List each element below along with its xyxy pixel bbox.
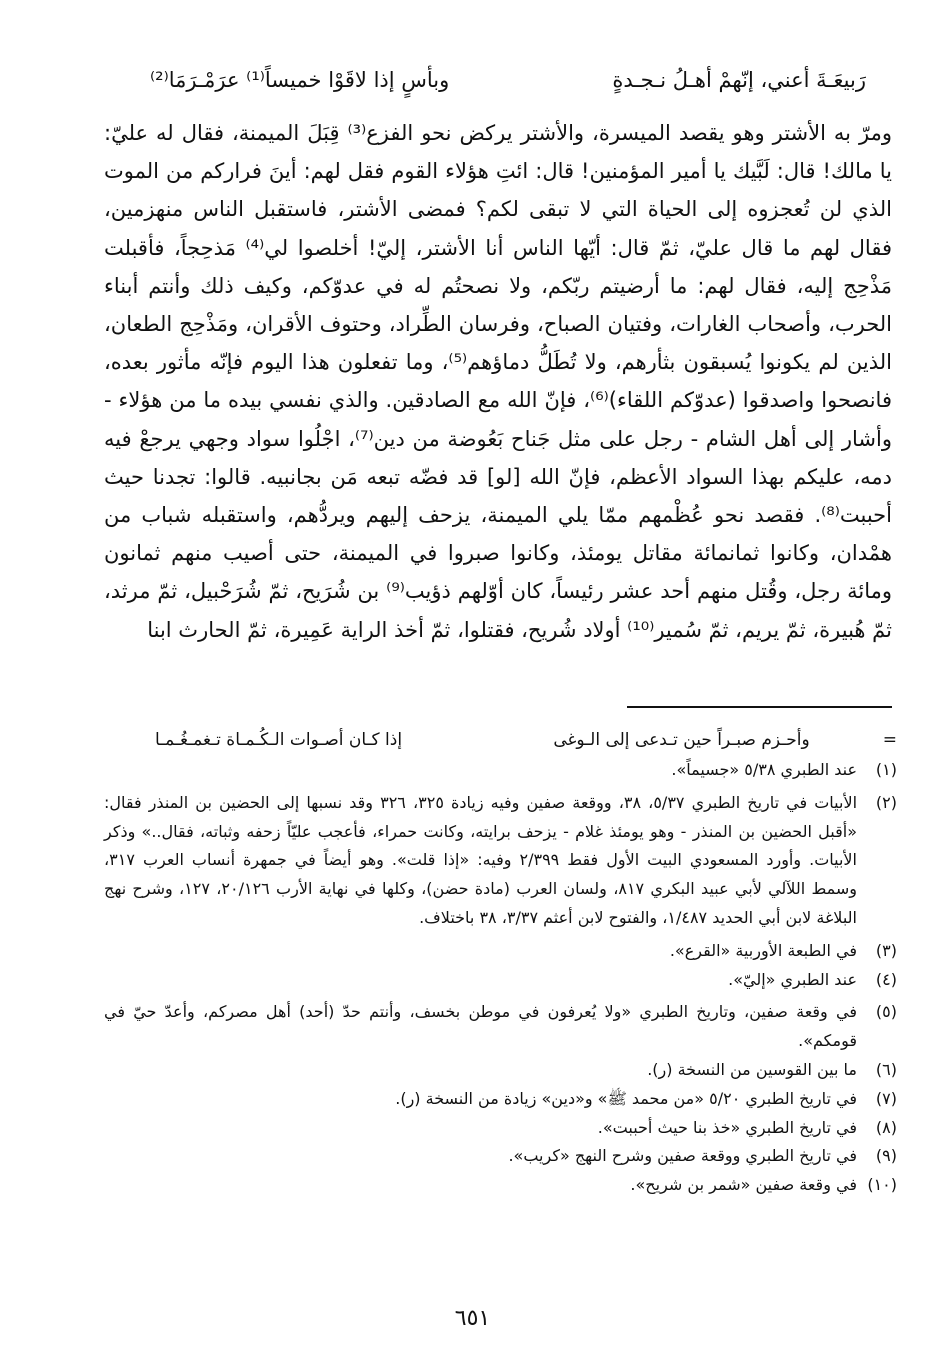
footnote: [104, 789, 897, 933]
footnote-text: ما بين القوسين من النسخة (ر).: [647, 1059, 857, 1079]
footnote: [104, 756, 897, 785]
footnote-number: (٩): [875, 1146, 897, 1166]
footnote: [104, 1056, 897, 1085]
main-body-text: ومرّ به الأشتر وهو يقصد الميسرة، والأشتر يركض نحو الفزع⁽³⁾ قِبَلَ الميمنة، فقال له عليّ: يا مالك! قال: لَبَّيك يا أمير المؤمنين! قال: ائتِ هؤلاء القوم فقل لهم: أينَ فراركم من الموت الذي لن تُعجزوه إلى الحياة التي لا تبقى لكم؟ فمضى الأشتر، فاستقبل الناس منهزمين، فقال لهم ما قال عليّ، ثمّ قال: أيّها الناس أنا الأشتر، إليّ! أخلصوا لي⁽⁴⁾ مَذحِجاً، فأقبلت مَذْحِج إليه، فقال لهم: ما أرضيتم ربّكم، ولا نصحتُم له في عدوّكم، وكيف ذلك وأنتم أبناء الحرب، وأصحاب الغارات، وفتيان الصباح، وفرسان الطِّراد، وحتوف الأقران، ومَذْحِج الطعان، الذين لم يكونوا يُسبقون بثأرهم، ولا تُطَلُّ دماؤهم⁽⁵⁾، وما تفعلون هذا اليوم فإنّه مأثور بعده، فانصحوا واصدقوا (عدوّكم اللقاء)⁽⁶⁾، فإنّ الله مع الصادقين. والذي نفسي بيده ما من هؤلاء - وأشار إلى أهل الشام - رجل على مثل جَناح بَعُوضة من دين⁽⁷⁾، اجْلُوا سواد وجهي يرجعْ فيه دمه، عليكم بهذا السواد الأعظم، فإنّ الله [لو] قد فضّه تبعه مَن بجانبيه. قالوا: تجدنا حيث أحببت⁽⁸⁾. فقصد نحو عُظْمهم ممّا يلي الميمنة، يزحف إليهم ويردُّهم، واستقبله شباب من همْدان، وكانوا ثمانمائة مقاتل يومئذ، وكانوا صبروا في الميمنة، حتى أصيب منهم ثمانون ومائة رجل، وقُتل منهم أحد عشر رئيساً، كان أوّلهم ذؤيب⁽⁹⁾ بن شُرَيح، ثمّ شُرَحْبيل، ثمّ مرثد، ثمّ هُبيرة، ثمّ يريم، ثمّ سُمير⁽¹⁰⁾ أولاد شُريح، فقتلوا، ثمّ أخذ الراية عَمِيرة، ثمّ الحارث ابنا: [104, 121, 892, 642]
footnote-number: (٢): [875, 792, 897, 812]
footnote-number: (٧): [875, 1088, 897, 1108]
footnotes-list: [104, 756, 897, 1200]
continuation-marker: =: [882, 730, 897, 750]
footnote-number: (٤): [875, 969, 897, 989]
footnote: [104, 966, 897, 995]
continued-verse-first-hemistich: وأحـزم صبـراً حين تـدعى إلى الـوغى: [553, 730, 810, 750]
footnote-text: عند الطبري «إليّ».: [728, 969, 857, 989]
footnote: [104, 1114, 897, 1143]
verse-first-hemistich: رَبيعَـةَ أعني، إنّهمْ أهـلُ نـجـدةٍ: [612, 68, 866, 92]
footnote-text: في الطبعة الأوربية «القرع».: [669, 940, 857, 960]
footnote-text: في تاريخ الطبري «خذ بنا حيث أحببت».: [597, 1117, 857, 1137]
footnote-text: في تاريخ الطبري ٥/٢٠ «من محمد ﷺ» و«دين» زيادة من النسخة (ر).: [395, 1088, 857, 1108]
footnote: [104, 1085, 897, 1114]
footnote-number: (٦): [875, 1059, 897, 1079]
footnote-number: (١): [875, 760, 897, 779]
footnote-continued-verse: [155, 724, 897, 756]
page-number: ٦٥١: [454, 1306, 491, 1331]
footnote: [104, 937, 897, 966]
footnote-divider: [627, 706, 892, 708]
footnote-text: الأبيات في تاريخ الطبري ٥/٣٧، ٣٨، ووقعة صفين وفيه زيادة ٣٢٥، ٣٢٦ وقد نسبها إلى الحضين بن المنذر فقال: «أقبل الحضين بن المنذر - وهو يومئذ غلام - يزحف برايته، وكانت حمراء، فأعجب عليّاً زحفه وثباته، فقال..» وذكر الأبيات. وأورد المسعودي البيت الأول فقط ٢/٣٩٩ وفيه: «إذا قلت». وهو أيضاً في جمهرة أنساب العرب ٣١٧، وسمط اللآلي لأبي عبيد البكري ٨١٧، ولسان العرب (مادة حضن)، وكلها في نهاية الأرب ٢٠/١٢٦، ١٢٧، وشرح نهج البلاغة لابن أبي الحديد ١/٤٨٧، والفتوح لابن أعثم ٣/٣٧، ٣٨ باختلاف.: [104, 792, 858, 927]
verse-second-hemistich: وبأسٍ إذا لاقَوْا خميساً⁽¹⁾ عرَمْـرَمَا⁽²⁾: [150, 68, 450, 92]
footnote: [104, 998, 897, 1056]
footnote-number: (٥): [875, 1002, 897, 1022]
poem-verse: [150, 62, 866, 98]
footnote-text: في تاريخ الطبري ووقعة صفين وشرح النهج «كريب».: [508, 1146, 857, 1166]
footnote-text: عند الطبري ٥/٣٨ «جسيماً».: [671, 760, 857, 779]
footnote: [104, 1142, 897, 1171]
footnote-number: (٣): [875, 940, 897, 960]
footnote-number: (١٠): [867, 1175, 897, 1195]
footnote-text: في وقعة صفين «شمر بن شريح».: [630, 1175, 857, 1195]
footnote: [104, 1171, 897, 1200]
footnote-number: (٨): [875, 1117, 897, 1137]
footnote-text: في وقعة صفين، وتاريخ الطبري «ولا يُعرفون في موطن بخسف، وأنتم حدّ (أحد) أهل مصركم، وأعدّ حيّ في قومكم».: [104, 1002, 857, 1051]
continued-verse-second-hemistich: إذا كـان أصـوات الـكُـمـاة تـغمـغُـمـا: [155, 730, 403, 750]
